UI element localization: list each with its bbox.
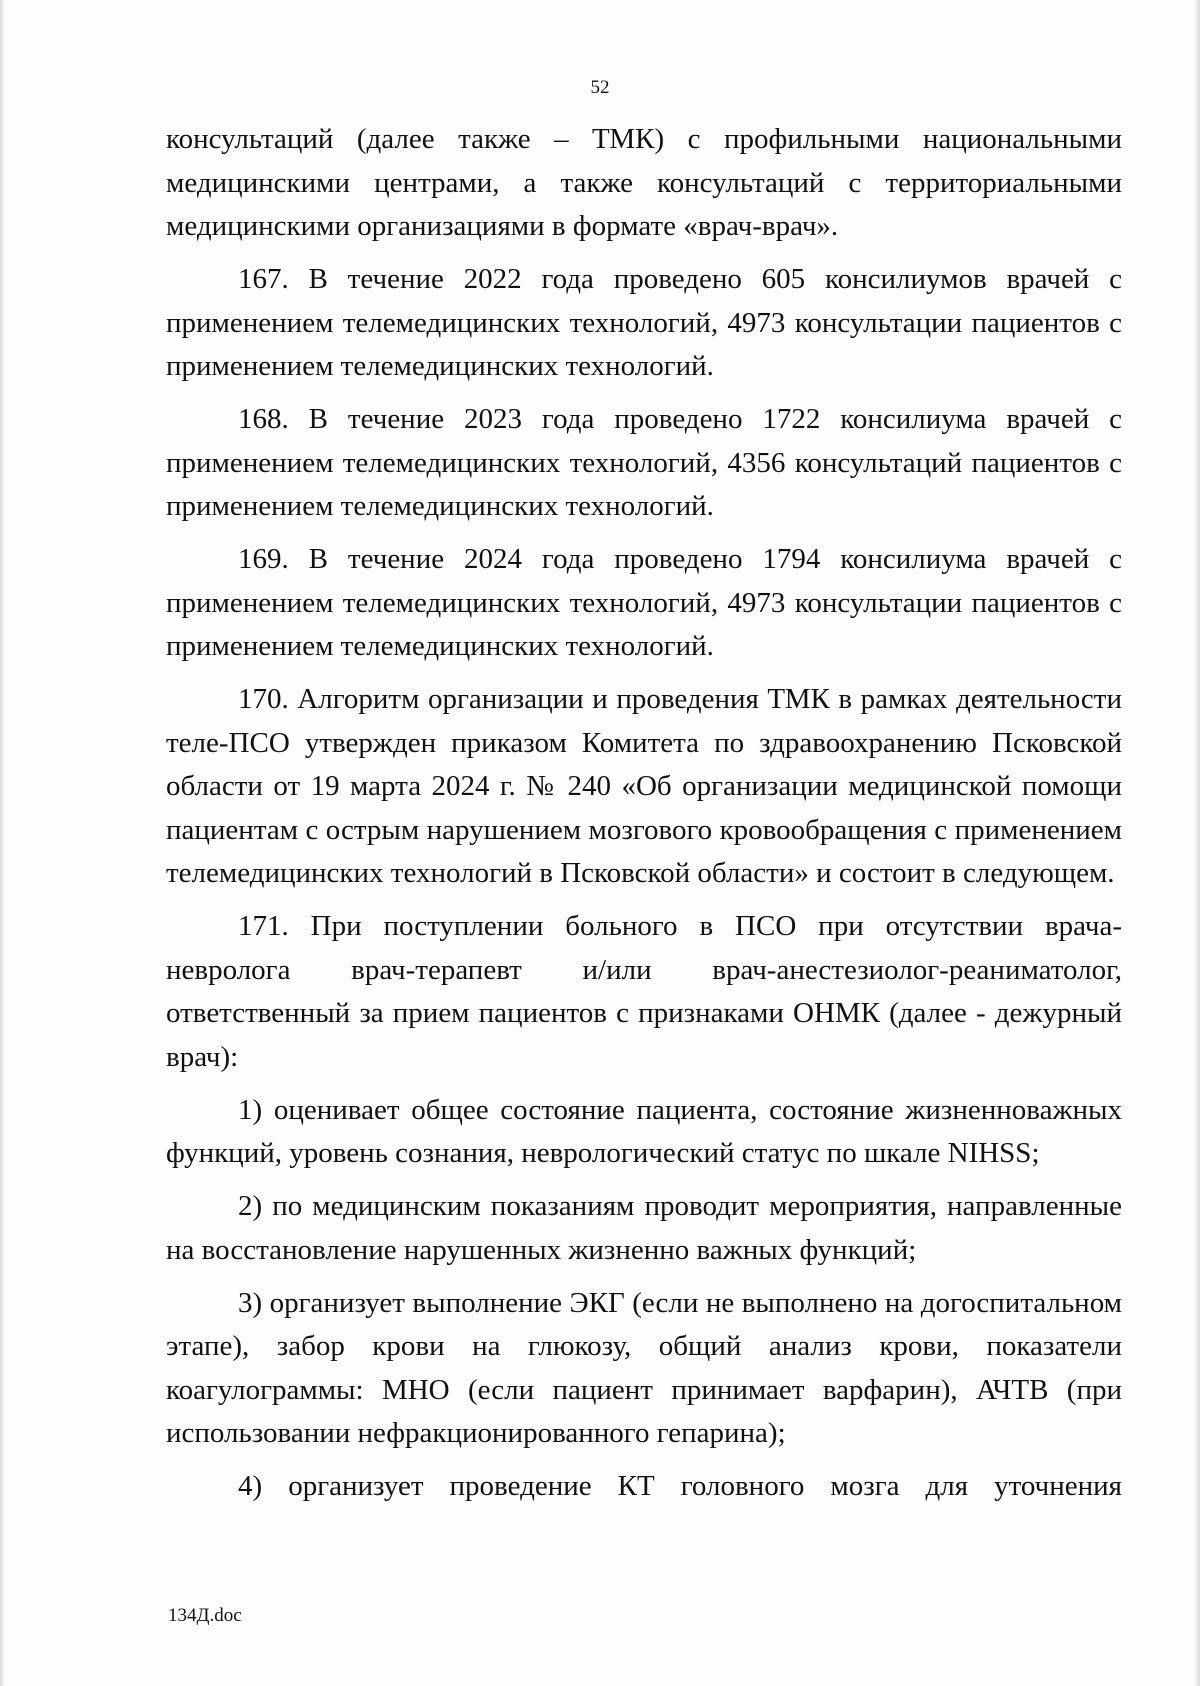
scan-edge-left <box>0 0 5 1686</box>
paragraph-168: 168. В течение 2023 года проведено 1722 консилиума врачей с применением телемедицинских технологий, 4356 консультаций пациентов с применением телемедицинских технологий. <box>166 403 1122 522</box>
page-number: 52 <box>590 77 610 98</box>
paragraph-167: 167. В течение 2022 года проведено 605 консилиумов врачей с применением телемедицинских технологий, 4973 консультации пациентов с применением телемедицинских технологий. <box>166 263 1122 382</box>
list-item-1: 1) оценивает общее состояние пациента, состояние жизненноважных функций, уровень сознания, неврологический статус по шкале NIHSS; <box>166 1093 1122 1169</box>
paragraph-continuation: консультаций (далее также – ТМК) с профильными национальными медицинскими центрами, а также консультаций с территориальными медицинскими организациями в формате «врач-врач». <box>166 123 1122 242</box>
document-body <box>166 118 1122 1518</box>
paragraph-171: 171. При поступлении больного в ПСО при отсутствии врача-невролога врач-терапевт и/или врач-анестезиолог-реаниматолог, ответственный за прием пациентов с признаками ОНМК (далее - дежурный врач): <box>166 910 1122 1073</box>
list-item-3: 3) организует выполнение ЭКГ (если не выполнено на догоспитальном этапе), забор крови на глюкозу, общий анализ крови, показатели коагулограммы: МНО (если пациент принимает варфарин), АЧТВ (при использовании нефракционированного гепарина); <box>166 1286 1122 1449</box>
list-item-4: 4) организует проведение КТ головного мозга для уточнения <box>238 1470 1122 1502</box>
footer-filename: 134Д.doc <box>168 1605 242 1626</box>
scan-edge-right <box>1194 0 1200 1686</box>
paragraph-170: 170. Алгоритм организации и проведения ТМК в рамках деятельности теле-ПСО утвержден приказом Комитета по здравоохранению Псковской области от 19 марта 2024 г. № 240 «Об организации медицинской помощи пациентам с острым нарушением мозгового кровообращения с применением телемедицинских технологий в Псковской области» и состоит в следующем. <box>166 683 1122 889</box>
paragraph-169: 169. В течение 2024 года проведено 1794 консилиума врачей с применением телемедицинских технологий, 4973 консультации пациентов с применением телемедицинских технологий. <box>166 543 1122 662</box>
list-item-2: 2) по медицинским показаниям проводит мероприятия, направленные на восстановление нарушенных жизненно важных функций; <box>166 1190 1122 1266</box>
